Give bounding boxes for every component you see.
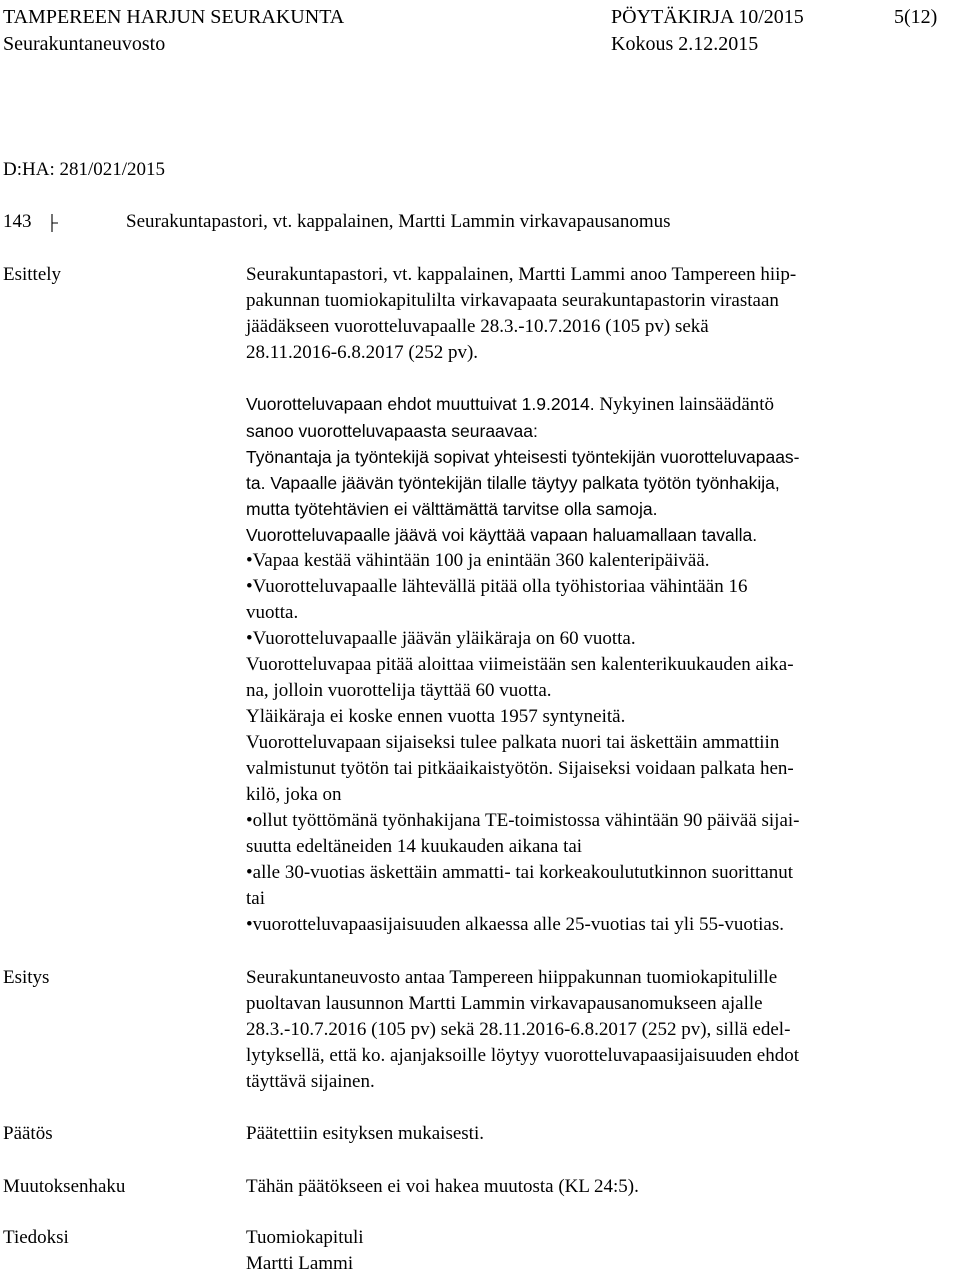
text-line: täyttävä sijainen. — [246, 1071, 375, 1092]
header-meeting: Kokous 2.12.2015 — [611, 33, 759, 55]
text-line — [246, 391, 908, 418]
text-line: Vuorotteluvapaa pitää aloittaa viimeistään sen kalenterikuukauden aika- — [246, 654, 794, 675]
header-body: Seurakuntaneuvosto — [3, 33, 166, 55]
case-id: D:HA: 281/021/2015 — [3, 159, 166, 180]
label-esittely: Esittely — [3, 264, 62, 285]
text-line: •Vapaa kestää vähintään 100 ja enintään 360 kalenteripäivää. — [246, 550, 710, 571]
text-line: Seurakuntapastori, vt. kappalainen, Martti Lammi anoo Tampereen hiip- — [246, 264, 797, 285]
text-line: 28.3.-10.7.2016 (105 pv) sekä 28.11.2016-6.8.2017 (252 pv), sillä edel- — [246, 1019, 791, 1040]
text-line: Vuorotteluvapaalle jäävä voi käyttää vapaan haluamallaan tavalla. — [246, 525, 758, 545]
substitute-lead: valmistunut työtön tai pitkäaikaistyötön. — [246, 758, 554, 779]
text-line: ta. Vapaalle jäävän työntekijän tilalle täytyy palkata työtön työnhakija, — [246, 473, 780, 493]
header-org: TAMPEREEN HARJUN SEURAKUNTA — [3, 6, 345, 28]
esitys-text — [246, 965, 908, 1095]
label-esitys: Esitys — [3, 967, 50, 988]
text-line: •alle 30-vuotias äskettäin ammatti- tai korkeakoulututkinnon suorittanut — [246, 862, 793, 883]
label-tiedoksi: Tiedoksi — [3, 1227, 69, 1248]
paatos-text — [246, 1121, 908, 1147]
text-line: na, jolloin vuorottelija täyttää 60 vuotta. — [246, 680, 552, 701]
esittely-conditions — [246, 391, 908, 938]
text-line: Tähän päätökseen ei voi hakea muutosta (KL 24:5). — [246, 1176, 639, 1197]
text-line: •ollut työttömänä työnhakijana TE-toimistossa vähintään 90 päivää sijai- — [246, 810, 800, 831]
text-line: puoltavan lausunnon Martti Lammin virkavapausanomukseen ajalle — [246, 993, 763, 1014]
muutoksenhaku-text — [246, 1174, 908, 1200]
item-title: Seurakuntapastori, vt. kappalainen, Martti Lammin virkavapausanomus — [126, 211, 671, 232]
text-line: pakunnan tuomiokapitulilta virkavapaata seurakuntapastorin virastaan — [246, 290, 779, 311]
text-line: 28.11.2016-6.8.2017 (252 pv). — [246, 342, 479, 363]
esittely-intro — [246, 262, 908, 366]
text-line: suutta edeltäneiden 14 kuukauden aikana tai — [246, 836, 583, 857]
text-line: •Vuorotteluvapaalle lähtevällä pitää olla työhistoriaa vähintään 16 — [246, 576, 748, 597]
text-line: Päätettiin esityksen mukaisesti. — [246, 1123, 484, 1144]
text-line: lytyksellä, että ko. ajanjaksoille löytyy vuorotteluvapaasijaisuuden ehdot — [246, 1045, 799, 1066]
text-line — [246, 756, 908, 782]
text-line: kilö, joka on — [246, 784, 342, 805]
tiedoksi-recipients — [246, 1225, 908, 1277]
text-line: Työnantaja ja työntekijä sopivat yhteisesti työntekijän vuorotteluvapaas- — [246, 447, 800, 467]
item-number: 143 — [3, 211, 32, 232]
recipient: Tuomiokapituli — [246, 1227, 364, 1248]
label-paatos: Päätös — [3, 1123, 53, 1144]
text-line: •vuorotteluvapaasijaisuuden alkaessa alle 25-vuotias tai yli 55-vuotias. — [246, 914, 784, 935]
text-line: tai — [246, 888, 265, 909]
section-mark-icon — [49, 213, 61, 233]
text-line: sanoo vuorotteluvapaasta seuraavaa: — [246, 421, 538, 441]
substitute-lead-rest: Sijaiseksi voidaan palkata hen- — [553, 758, 794, 779]
text-line: mutta työtehtävien ei välttämättä tarvitse olla samoja. — [246, 499, 658, 519]
text-line: Seurakuntaneuvosto antaa Tampereen hiippakunnan tuomiokapitulille — [246, 967, 778, 988]
text-line: Yläikäraja ei koske ennen vuotta 1957 syntyneitä. — [246, 706, 626, 727]
conditions-lead-rest: Nykyinen lainsäädäntö — [594, 394, 775, 415]
text-line: vuotta. — [246, 602, 299, 623]
label-muutoksenhaku: Muutoksenhaku — [3, 1176, 126, 1197]
text-line: •Vuorotteluvapaalle jäävän yläikäraja on 60 vuotta. — [246, 628, 636, 649]
conditions-lead: Vuorotteluvapaan ehdot muuttuivat 1.9.2014. — [246, 394, 595, 414]
text-line: Vuorotteluvapaan sijaiseksi tulee palkata nuori tai äskettäin ammattiin — [246, 732, 780, 753]
header-page-number: 5(12) — [894, 6, 938, 28]
recipient: Martti Lammi — [246, 1253, 354, 1274]
header-doc: PÖYTÄKIRJA 10/2015 — [611, 6, 804, 28]
text-line: jäädäkseen vuorotteluvapaalle 28.3.-10.7.2016 (105 pv) sekä — [246, 316, 709, 337]
